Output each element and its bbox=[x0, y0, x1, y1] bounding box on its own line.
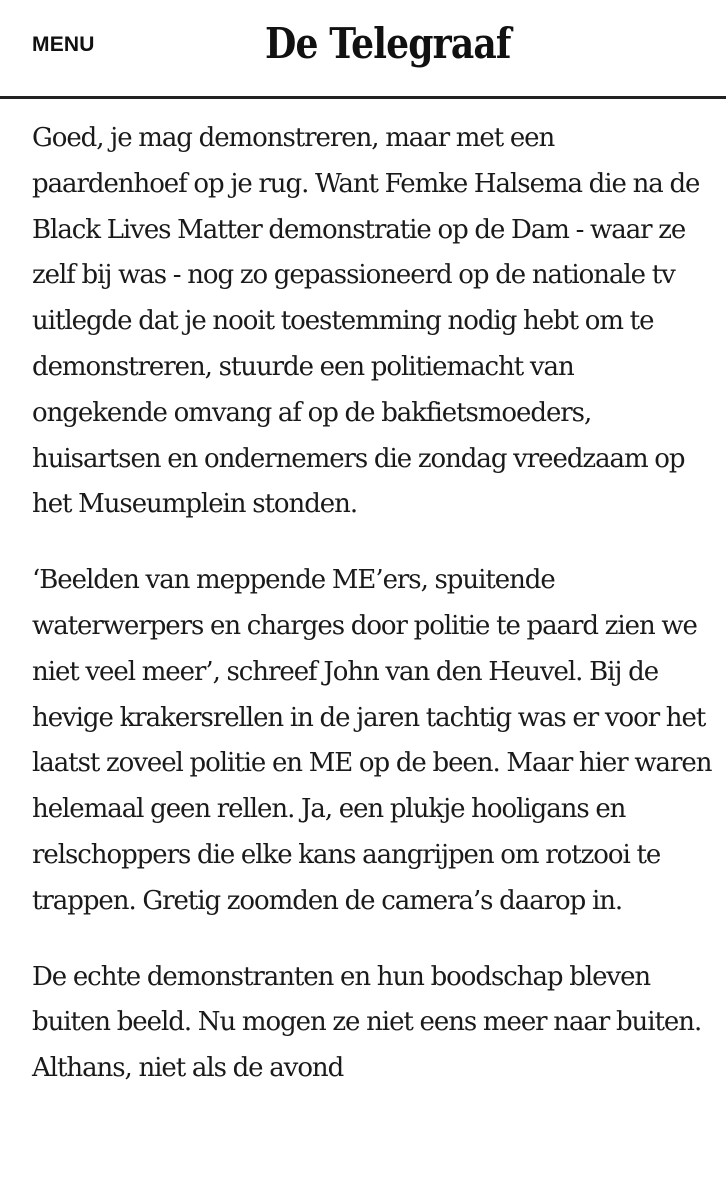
article-paragraph: Goed, je mag demonstreren, maar met een paardenhoef op je rug. Want Femke Halsema die na de Black Lives Matter demonstratie op de Dam - waar ze zelf bij was - nog zo gepassioneerd op de nationale tv uitlegde dat je nooit toestemming nodig hebt om te demonstreren, stuurde een politiemacht van ongekende omvang af op de bakfietsmoeders, huisartsen en ondernemers die zondag vreedzaam op het Museumplein stonden. bbox=[32, 123, 700, 520]
site-header bbox=[0, 0, 726, 99]
article-paragraph: De echte demonstranten en hun boodschap bleven buiten beeld. Nu mogen ze niet eens meer naar buiten. Althans, niet als de avond bbox=[32, 961, 702, 1084]
menu-button[interactable]: MENU bbox=[32, 33, 95, 56]
article-paragraph: ‘Beelden van meppende ME’ers, spuitende waterwerpers en charges door politie te paard zien we niet veel meer’, schreef John van den Heuvel. Bij de hevige krakersrellen in de jaren tachtig was er voor het laatst zoveel politie en ME op de been. Maar hier waren helemaal geen rellen. Ja, een plukje hooligans en relschoppers die elke kans aangrijpen om rotzooi te trappen. Gretig zoomden de camera’s daarop in. bbox=[32, 565, 712, 916]
site-logo[interactable]: De Telegraaf bbox=[265, 19, 511, 68]
article-body bbox=[32, 116, 712, 1122]
